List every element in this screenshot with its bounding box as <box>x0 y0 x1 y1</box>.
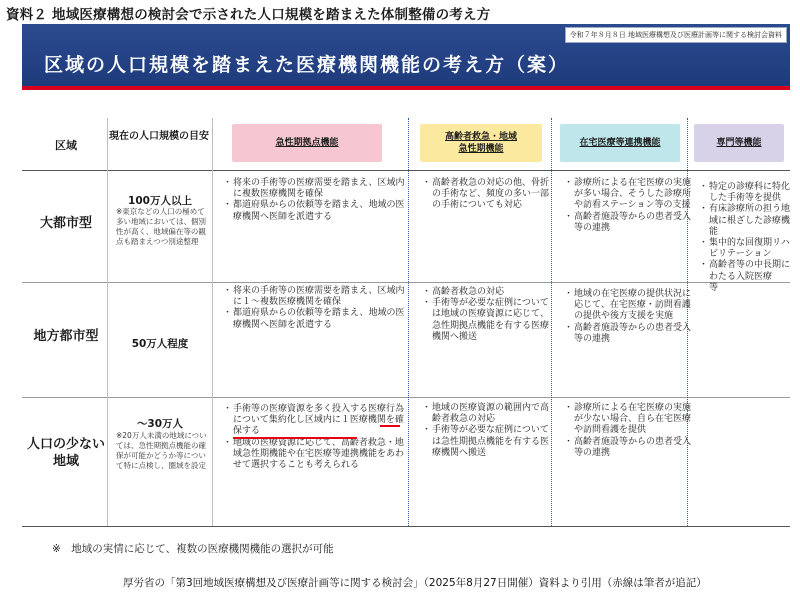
list-item: ・ 地域の医療資源の範囲内で高齢者救急の対応 <box>432 403 552 425</box>
list-item: ・ 手術等の医療資源を多く投入する医療行為について集約化し区域内に１医療機関を確保する <box>233 404 411 438</box>
list-item: ・ 診療所による在宅医療の実施が多い場合、そうした診療所や訪看ステーション等の支援 <box>574 178 692 212</box>
home-list-metropolitan <box>564 178 692 234</box>
list-item: ・ 将来の手術等の医療需要を踏まえ、区域内に複数医療機関を確保 <box>233 178 411 200</box>
list-item: ・ 地域の在宅医療の提供状況に応じて、在宅医療・訪問看護の提供や後方支援を実施 <box>574 289 692 323</box>
source-citation: 厚労省の「第3回地域医療構想及び医療計画等に関する検討会」（2025年8月27日開催）資料より引用（赤線は筆者が追記） <box>123 577 707 589</box>
row-divider <box>22 397 790 398</box>
elderly-list-metropolitan <box>422 178 552 212</box>
header-elderly-pill <box>420 124 542 162</box>
home-list-small-population <box>564 403 692 459</box>
slide-title: 区域の人口規模を踏まえた医療機関機能の考え方（案） <box>44 54 570 76</box>
list-item: ・ 手術等が必要な症例については地域の医療資源に応じて、急性期拠点機能を有する医療機関へ搬送 <box>432 298 552 343</box>
region-metropolitan: 大都市型 <box>39 216 92 231</box>
list-item: ・ 診療所による在宅医療の実施が少ない場合、自ら在宅医療や訪問看護を提供 <box>574 403 692 437</box>
header-region: 区域 <box>55 139 77 152</box>
scale-note-metropolitan: ※東京などの人口の極めて多い地域においては、個別性が高く、地域偏在等の観点も踏まえつつ別途整理 <box>116 207 206 246</box>
list-item: ・ 特定の診療科に特化した手術等を提供 <box>709 182 790 204</box>
col-divider <box>212 118 213 526</box>
header-acute-label: 急性期拠点機能 <box>275 138 339 148</box>
elderly-list-regional-city <box>422 287 552 343</box>
specialty-list <box>699 182 790 294</box>
header-specialty-label: 専門等機能 <box>716 138 762 148</box>
list-item: ・ 将来の手術等の医療需要を踏まえ、区域内に１～複数医療機関を確保 <box>233 286 411 308</box>
region-small-population: 人口の少ない地域 <box>26 437 105 469</box>
list-item: ・ 高齢者施設等からの患者受入等の連携 <box>574 437 692 459</box>
acute-list-metropolitan <box>223 178 411 223</box>
scale-regional-city: 50万人程度 <box>131 338 189 350</box>
list-item: ・ 高齢者施設等からの患者受入等の連携 <box>574 323 692 345</box>
slide <box>22 24 790 532</box>
row-divider <box>22 170 790 171</box>
header-home-label: 在宅医療等連携機能 <box>579 138 661 148</box>
list-item: ・ 高齢者等の中長期にわたる入院医療 等 <box>709 260 790 294</box>
red-underline <box>380 425 400 427</box>
row-divider <box>22 282 790 283</box>
acute-list-regional-city <box>223 286 411 331</box>
elderly-list-small-population <box>422 403 552 459</box>
list-item: ・ 高齢者救急の対応 <box>432 287 552 298</box>
header-scale: 現在の人口規模の目安 <box>109 131 209 142</box>
col-divider <box>107 118 108 526</box>
header-elderly-label: 高齢者救急・地域急性期機能 <box>444 132 517 154</box>
scale-note-small-population: ※20万人未満の地域については、急性期拠点機能の確保が可能かどうか等について特に点検し、圏域を設定 <box>116 431 207 470</box>
list-item: ・ 有床診療所の担う地域に根ざした診療機能 <box>709 204 790 238</box>
scale-small-population: ～30万人 <box>136 418 184 430</box>
region-regional-city: 地方都市型 <box>33 329 99 344</box>
header-acute-pill <box>232 124 382 162</box>
row-divider <box>22 526 790 527</box>
banner-source-note: 令和７年８月８日 地域医療構想及び医療計画等に関する検討会資料 <box>565 27 787 43</box>
list-item: ・ 都道府県からの依頼等を踏まえ、地域の医療機関へ医師を派遣する <box>233 200 411 222</box>
list-item: ・ 手術等が必要な症例については急性期拠点機能を有する医療機関へ搬送 <box>432 425 552 459</box>
list-item: ・ 高齢者施設等からの患者受入等の連携 <box>574 212 692 234</box>
footnote: ※ 地域の実情に応じて、複数の医療機関機能の選択が可能 <box>52 543 334 555</box>
banner-stripe <box>22 86 790 90</box>
document-title: 資料２ 地域医療構想の検討会で示された人口規模を踏まえた体制整備の考え方 <box>6 7 491 23</box>
list-item: ・ 高齢者救急の対応の他、骨折の手術など、頻度の多い一部の手術についても対応 <box>432 178 552 212</box>
list-item: ・ 都道府県からの依頼等を踏まえ、地域の医療機関へ医師を派遣する <box>233 308 411 330</box>
list-item: ・ 地域の医療資源に応じて、高齢者救急・地域急性期機能や在宅医療等連携機能をあわせて選択することも考えられる <box>233 438 411 472</box>
header-specialty-pill <box>694 124 784 162</box>
home-list-regional-city <box>564 289 692 345</box>
scale-metropolitan: 100万人以上 <box>128 195 192 207</box>
red-underline <box>233 437 357 439</box>
list-item: ・ 集中的な回復期リハビリテーション <box>709 238 790 260</box>
header-home-pill <box>560 124 680 162</box>
